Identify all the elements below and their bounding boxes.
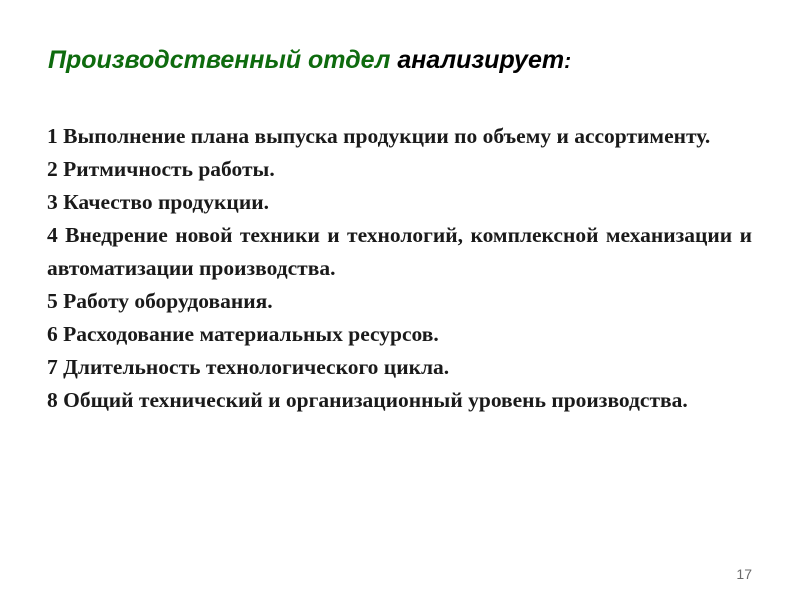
list-item: 5 Работу оборудования.: [47, 289, 273, 313]
list-item: 6 Расходование материальных ресурсов.: [47, 322, 439, 346]
list-item: 2 Ритмичность работы.: [47, 157, 275, 181]
slide-title: [48, 38, 768, 84]
list-item: 8 Общий технический и организационный уровень производства.: [47, 388, 688, 412]
list-item: 3 Качество продукции.: [47, 190, 269, 214]
list-item: 4 Внедрение новой техники и технологий, комплексной механизации и автоматизации производства.: [47, 223, 752, 280]
list-item: 1 Выполнение плана выпуска продукции по объему и ассортименту.: [47, 124, 711, 148]
analysis-list: [47, 120, 752, 417]
list-item: 7 Длительность технологического цикла.: [47, 355, 450, 379]
title-department: Производственный отдел: [48, 46, 391, 74]
page-number: 17: [736, 566, 752, 582]
title-colon: :: [564, 50, 572, 73]
title-verb: анализирует: [397, 46, 565, 74]
